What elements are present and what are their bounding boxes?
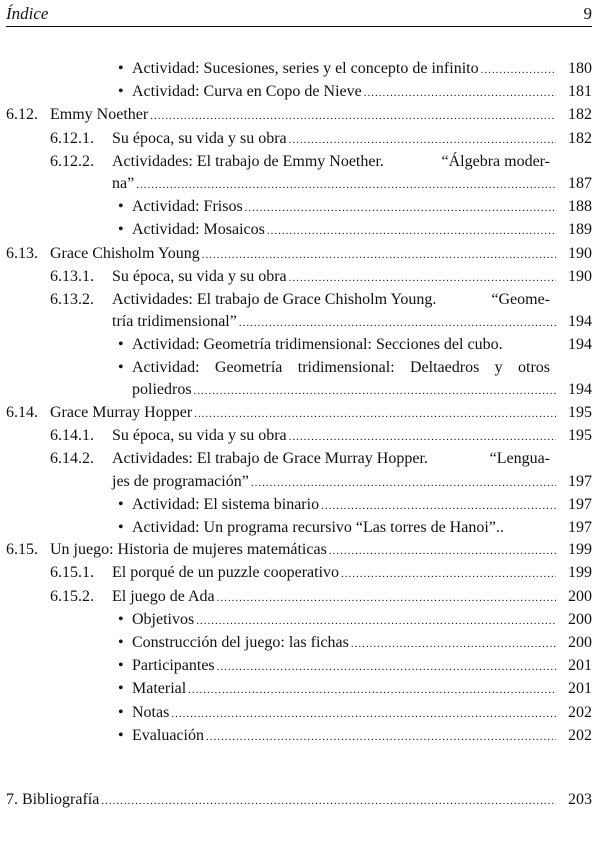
toc-page-number: 182 (568, 106, 592, 124)
toc-leader-dots (194, 403, 556, 425)
toc-entry[interactable] (0, 586, 600, 609)
toc-entry-title: Su época, su vida y su obra (112, 427, 287, 445)
toc-page-number: 195 (568, 404, 592, 422)
toc-entry-title: Grace Murray Hopper (50, 404, 193, 422)
toc-entry-title: Actividad: Frisos (132, 198, 243, 216)
toc-entry-title-line1: Actividades: El trabajo de Grace Chisholm Young. (112, 291, 437, 309)
toc-entry-title: poliedros (132, 380, 192, 398)
toc-number: 6.12.1. (50, 129, 94, 147)
toc-page-number: 197 (568, 472, 592, 490)
toc-entry[interactable] (0, 448, 600, 493)
toc-page-number: 201 (568, 680, 592, 698)
toc-number: 6.13.1. (50, 267, 94, 285)
toc-leader-dots (481, 59, 556, 81)
toc-leader-dots (364, 82, 556, 104)
toc-entry-title: Actividad: El sistema binario (132, 495, 320, 513)
toc-leader-dots (321, 495, 556, 517)
toc-page-number: 194 (568, 336, 592, 354)
toc-bullet: • (118, 198, 124, 216)
toc-bullet: • (118, 703, 124, 721)
toc-entry-title-line1-end: “Lengua- (489, 450, 550, 468)
toc-leader-dots (217, 587, 556, 609)
toc-number: 6.14. (6, 404, 38, 422)
toc-entry[interactable] (0, 702, 600, 725)
toc-page-number: 190 (568, 244, 592, 262)
toc-bullet: • (118, 358, 124, 376)
toc-page-number: 181 (568, 83, 592, 101)
toc-number: 6.15. (6, 541, 38, 559)
toc-leader-dots (171, 703, 556, 725)
toc-entry-title-line1-end: “Geome- (491, 291, 550, 309)
toc-page-number: 197 (568, 519, 592, 537)
toc-page-number: 202 (568, 703, 592, 721)
toc-entry[interactable] (0, 104, 600, 127)
toc-leader-dots (351, 633, 556, 655)
toc-entry[interactable] (0, 151, 600, 196)
toc-entry-title: Su época, su vida y su obra (112, 129, 287, 147)
toc-entry[interactable] (0, 655, 600, 678)
toc-entry-title: Actividad: Curva en Copo de Nieve (132, 83, 362, 101)
toc-page-number: 180 (568, 60, 592, 77)
toc-page-number: 200 (568, 610, 592, 628)
toc-entry-title: Participantes (132, 657, 215, 675)
header-title: Índice (6, 4, 49, 23)
toc-entry[interactable] (0, 609, 600, 632)
page-header (6, 2, 592, 27)
toc-entry-title-line1: Actividades: El trabajo de Emmy Noether. (112, 152, 384, 170)
toc-entry[interactable] (0, 334, 600, 356)
toc-bullet: • (118, 221, 124, 239)
toc-entry[interactable] (0, 517, 600, 539)
toc-page-number: 199 (568, 564, 592, 582)
toc-page-number: 197 (568, 495, 592, 513)
toc-entry[interactable] (0, 725, 600, 748)
toc-entry[interactable] (0, 494, 600, 517)
toc-page-number: 190 (568, 267, 592, 285)
toc-entry-title: Actividad: Sucesiones, series y el concepto de infinito (132, 60, 479, 77)
toc-entry-title: jes de programación” (112, 472, 249, 490)
toc-number: 7. (6, 791, 18, 809)
toc-leader-dots (289, 129, 556, 151)
toc-entry[interactable] (0, 357, 600, 402)
toc-entry[interactable] (0, 243, 600, 266)
toc-page-number: 187 (568, 175, 592, 193)
toc-page-number: 199 (568, 541, 592, 559)
toc-bullet: • (118, 657, 124, 675)
toc-page-number: 194 (568, 380, 592, 398)
table-of-contents (0, 58, 600, 812)
toc-page-number: 201 (568, 657, 592, 675)
toc-leader-dots (267, 220, 556, 242)
toc-entry-title: Un juego: Historia de mujeres matemáticas (50, 541, 327, 559)
toc-entry[interactable] (0, 196, 600, 219)
toc-leader-dots (217, 656, 556, 678)
toc-entry-title: Notas (132, 703, 170, 721)
toc-leader-dots (206, 726, 556, 748)
toc-entry-title: Actividad: Mosaicos (132, 221, 265, 239)
toc-number: 6.13. (6, 244, 38, 262)
toc-leader-dots (196, 610, 556, 632)
toc-bullet: • (118, 610, 124, 628)
toc-entry[interactable] (0, 81, 600, 104)
toc-leader-dots (239, 312, 556, 334)
toc-entry[interactable] (0, 402, 600, 425)
toc-bullet: • (118, 495, 124, 513)
toc-leader-dots (251, 472, 556, 494)
toc-page-number: 188 (568, 198, 592, 216)
toc-number: 6.15.1. (50, 564, 94, 582)
toc-bullet: • (118, 83, 124, 101)
toc-page-number: 194 (568, 313, 592, 331)
toc-entry-title-line1: Actividades: El trabajo de Grace Murray Hopper. (112, 450, 428, 468)
toc-page-number: 182 (568, 129, 592, 147)
toc-leader-dots (329, 540, 556, 562)
toc-number: 6.12.2. (50, 152, 94, 170)
toc-entry-title-line1: Actividad: Geometría tridimensional: Deltaedros y otros (132, 358, 550, 376)
toc-leader-dots (245, 197, 556, 219)
toc-number: 6.15.2. (50, 587, 94, 605)
toc-leader-dots (341, 563, 556, 585)
toc-leader-dots (194, 380, 556, 402)
toc-entry-title: Su época, su vida y su obra (112, 267, 287, 285)
toc-entry-title: Construcción del juego: las fichas (132, 634, 349, 652)
toc-entry-title: Material (132, 680, 187, 698)
toc-leader-dots (188, 679, 556, 701)
toc-page-number: 203 (568, 791, 592, 809)
toc-entry-title-line1-end: “Álgebra moder- (441, 152, 550, 170)
toc-entry[interactable] (0, 562, 600, 585)
toc-entry-title: tría tridimensional” (112, 313, 237, 331)
toc-number: 6.13.2. (50, 291, 94, 309)
toc-number: 6.14.2. (50, 450, 94, 468)
toc-page-number: 195 (568, 427, 592, 445)
toc-entry-title: Objetivos (132, 610, 195, 628)
toc-entry-title: Actividad: Un programa recursivo “Las torres de Hanoi”.. (132, 519, 504, 537)
toc-bullet: • (118, 336, 124, 354)
toc-entry[interactable] (0, 219, 600, 242)
toc-entry-title: Emmy Noether (50, 106, 149, 124)
toc-leader-dots (289, 426, 556, 448)
toc-number: 6.12. (6, 106, 38, 124)
toc-entry[interactable] (0, 58, 600, 81)
toc-entry-title: El porqué de un puzzle cooperativo (112, 564, 340, 582)
toc-entry-title: Grace Chisholm Young (50, 244, 200, 262)
toc-bullet: • (118, 634, 124, 652)
toc-leader-dots (101, 790, 556, 812)
toc-bullet: • (118, 519, 124, 537)
toc-leader-dots (289, 267, 556, 289)
toc-number: 6.14.1. (50, 427, 94, 445)
toc-page-number: 200 (568, 587, 592, 605)
toc-page-number: 200 (568, 634, 592, 652)
toc-entry-title: El juego de Ada (112, 587, 215, 605)
toc-leader-dots (202, 244, 556, 266)
toc-entry[interactable] (0, 539, 600, 562)
toc-entry-title: Bibliografía (22, 791, 100, 809)
toc-leader-dots (136, 174, 556, 196)
toc-entry-title: na” (112, 175, 135, 193)
toc-entry-title: Evaluación (132, 726, 204, 744)
toc-entry[interactable] (0, 678, 600, 701)
header-page-number: 9 (583, 4, 592, 23)
toc-entry[interactable] (0, 632, 600, 655)
toc-entry[interactable] (0, 789, 600, 812)
toc-entry[interactable] (0, 266, 600, 289)
toc-entry-title: Actividad: Geometría tridimensional: Secciones del cubo. (132, 336, 503, 354)
toc-entry[interactable] (0, 425, 600, 448)
section-gap (0, 748, 600, 789)
toc-bullet: • (118, 726, 124, 744)
toc-leader-dots (150, 105, 556, 127)
toc-bullet: • (118, 680, 124, 698)
toc-entry[interactable] (0, 289, 600, 334)
toc-page-number: 202 (568, 726, 592, 744)
toc-page-number: 189 (568, 221, 592, 239)
toc-entry[interactable] (0, 128, 600, 151)
toc-bullet: • (118, 60, 124, 77)
